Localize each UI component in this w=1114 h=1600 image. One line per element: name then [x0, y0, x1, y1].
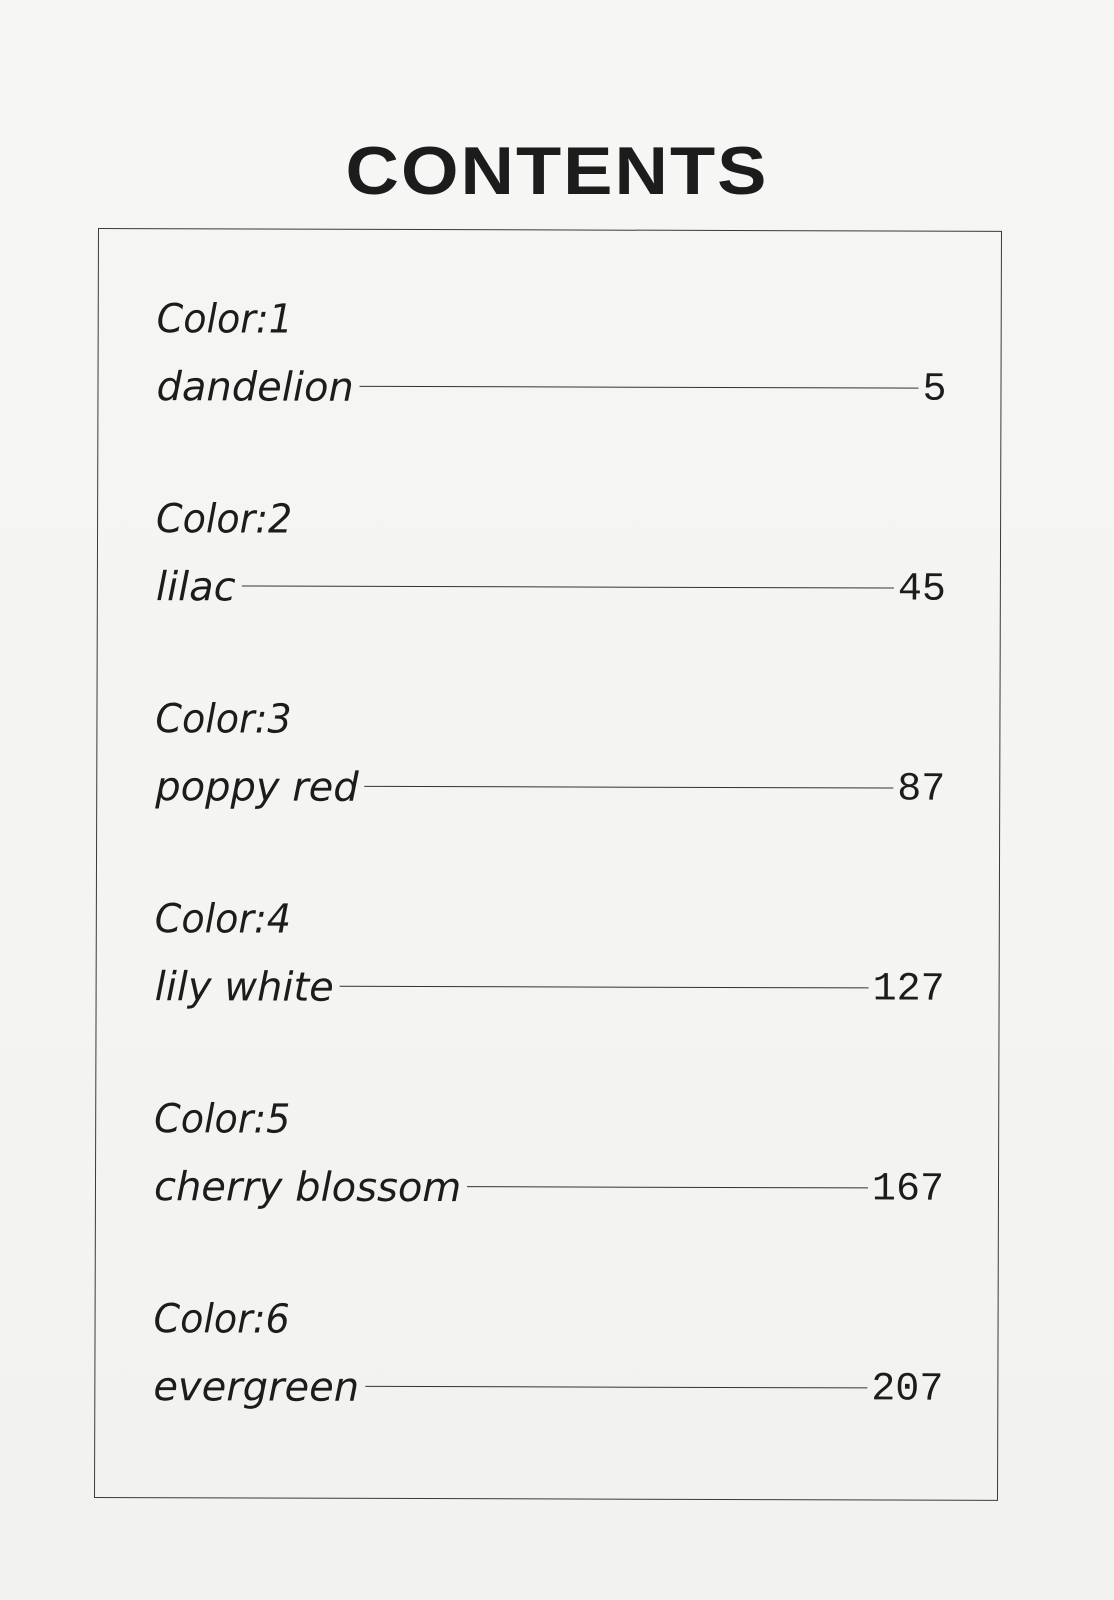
page-number: 167: [871, 1166, 945, 1213]
page-number: 45: [897, 567, 946, 613]
leader-line: [360, 385, 919, 388]
toc-entry: [156, 495, 946, 617]
chapter-label: Color:1: [156, 296, 293, 343]
chapter-title: cherry blossom: [153, 1164, 462, 1212]
toc-row: [156, 559, 946, 617]
toc-entry: [155, 895, 945, 1017]
page-number: 127: [872, 966, 945, 1013]
toc-entry: [154, 1095, 944, 1217]
page-number: 87: [897, 767, 946, 813]
toc-row: [155, 759, 945, 817]
chapter-title: evergreen: [153, 1364, 360, 1411]
chapter-label: Color:6: [153, 1296, 290, 1343]
chapter-title: lily white: [154, 964, 334, 1011]
chapter-label: Color:5: [154, 1096, 291, 1143]
chapter-title: poppy red: [155, 764, 359, 811]
toc-row: [156, 359, 946, 417]
contents-frame: [94, 228, 1002, 1501]
leader-line: [365, 785, 894, 788]
page-number: 207: [871, 1366, 944, 1413]
chapter-label: Color:4: [154, 896, 292, 943]
toc-entry: [153, 1295, 943, 1417]
toc-row: [153, 1359, 943, 1417]
page-title: CONTENTS: [345, 132, 769, 209]
chapter-title: lilac: [155, 564, 236, 611]
page-number: 5: [922, 367, 947, 413]
toc-row: [154, 1159, 944, 1217]
toc-row: [155, 959, 945, 1017]
leader-line: [467, 1186, 868, 1188]
leader-line: [365, 1385, 867, 1388]
toc-entry: [155, 695, 945, 817]
chapter-label: Color:3: [155, 696, 292, 743]
leader-line: [340, 985, 869, 988]
toc-entry: [156, 295, 946, 417]
leader-line: [242, 585, 894, 588]
chapter-title: dandelion: [156, 364, 354, 411]
chapter-label: Color:2: [156, 496, 293, 543]
